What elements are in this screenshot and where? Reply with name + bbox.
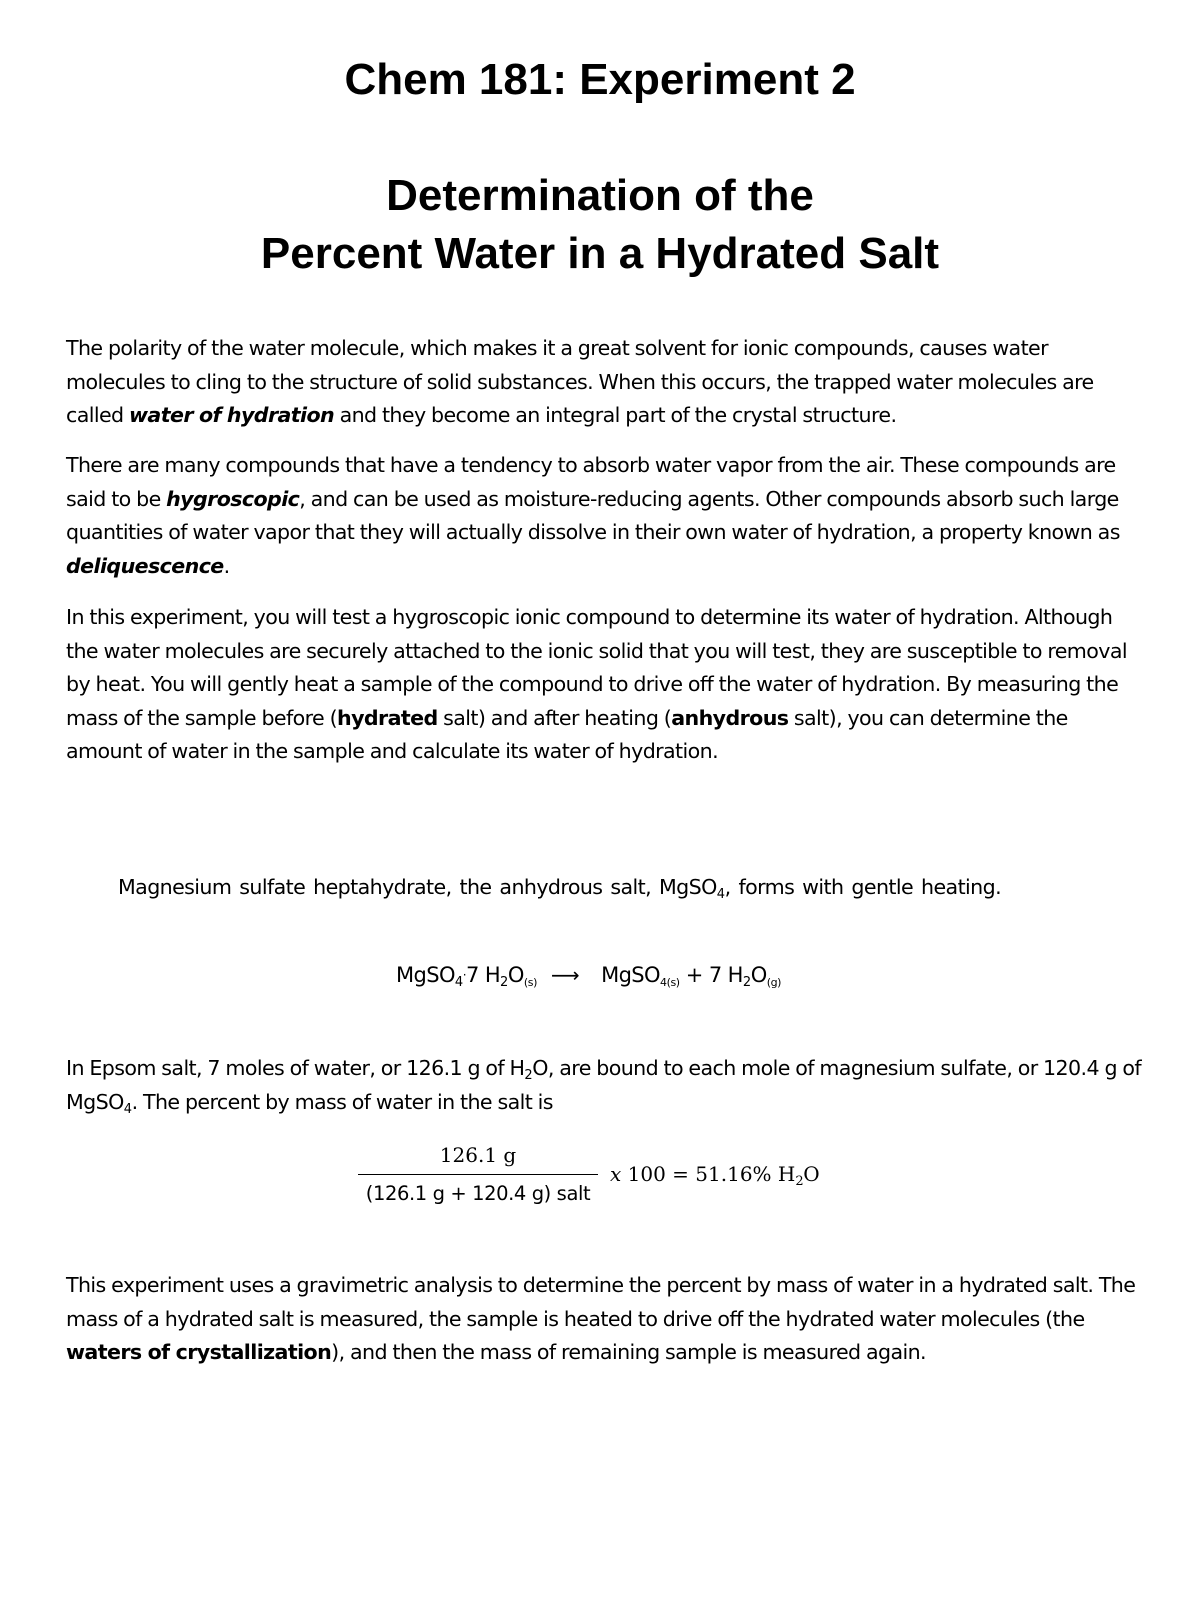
- product-formula: O: [750, 963, 767, 987]
- subscript: 2: [524, 1068, 533, 1083]
- state-subscript: (g): [766, 976, 782, 989]
- paragraph-text: This experiment uses a gravimetric analysis to determine the percent by mass of water in a hydrated salt. The mass of a hydrated salt is measured, the sample is heated to drive off the hydrated water molecules (the: [66, 1273, 1136, 1331]
- paragraph-text: The polarity of the water molecule, which makes it a great solvent for ionic compounds, causes water molecules to cling to the structure of solid substances. When this occurs, the trapped water molecules are called: [66, 336, 1094, 427]
- subtitle-line-1: Determination of the: [386, 171, 814, 220]
- intro-line: [118, 871, 1001, 904]
- subscript: 2: [795, 1174, 804, 1189]
- term-hydrated: hydrated: [337, 705, 438, 730]
- term-waters-of-crystallization: waters of crystallization: [66, 1340, 332, 1364]
- paragraph-hygroscopic: [66, 449, 1146, 583]
- term-anhydrous: anhydrous: [671, 705, 789, 730]
- subscript: 4: [716, 887, 725, 902]
- product-formula: + 7 H: [679, 963, 743, 987]
- paragraph-text: In this experiment, you will test a hygroscopic ionic compound to determine its water of hydration. Although the water molecules are securely attached to the ionic solid that you will test, they are susceptible to removal by heat. You will gently heat a sample of the compound to drive off the water of hydration. By measuring the mass of the sample before (: [66, 605, 1127, 730]
- term-hygroscopic: hygroscopic: [166, 486, 300, 511]
- paragraph-text: There are many compounds that have a tendency to absorb water vapor from the air. These compounds are said to be: [66, 453, 1116, 511]
- paragraph-text: In Epsom salt, 7 moles of water, or 126.1 g of H: [66, 1056, 525, 1080]
- product-formula: MgSO: [601, 963, 660, 987]
- percent-water-formula: [358, 1140, 858, 1220]
- fraction-numerator: 126.1 g: [439, 1143, 517, 1167]
- term-water-of-hydration: water of hydration: [128, 403, 335, 427]
- term-deliquescence: deliquescence: [66, 553, 224, 578]
- paragraph-text: . The percent by mass of water in the salt is: [131, 1089, 553, 1114]
- intro-text: , forms with gentle heating.: [724, 875, 1002, 899]
- multiply-sign: x: [610, 1162, 622, 1186]
- paragraph-polarity: [66, 332, 1146, 433]
- reactant-formula: MgSO: [396, 963, 455, 987]
- paragraph-text: .: [223, 553, 230, 578]
- paragraph-gravimetric: [66, 1269, 1146, 1370]
- paragraph-epsom: [66, 1052, 1146, 1119]
- water-formula: 7 H: [466, 963, 501, 987]
- paragraph-experiment: [66, 601, 1146, 769]
- reaction-arrow-icon: ⟶: [550, 963, 580, 987]
- subscript: 4: [454, 975, 463, 990]
- paragraph-text: ), and then the mass of remaining sample is measured again.: [331, 1340, 927, 1364]
- subscript: 2: [500, 975, 508, 990]
- subscript: 4: [123, 1101, 132, 1117]
- paragraph-text: and they become an integral part of the crystal structure.: [334, 403, 897, 427]
- formula-result: [610, 1157, 820, 1191]
- subscript: 2: [742, 975, 751, 990]
- paragraph-text: salt), you can determine the amount of water in the sample and calculate its water of hydration.: [66, 705, 1068, 763]
- paragraph-text: salt) and after heating (: [437, 705, 672, 730]
- fraction-bar: [358, 1174, 598, 1175]
- hydrate-dot: ·: [462, 968, 467, 982]
- formula-result-text: O: [803, 1162, 820, 1186]
- water-formula: O: [507, 963, 524, 987]
- fraction-denominator: (126.1 g + 120.4 g) salt: [365, 1182, 591, 1205]
- formula-result-text: 100 = 51.16% H: [621, 1162, 796, 1186]
- reaction-equation: [396, 958, 781, 992]
- state-subscript: 4(s): [659, 976, 680, 989]
- intro-text: Magnesium sulfate heptahydrate, the anhydrous salt, MgSO: [118, 875, 717, 899]
- paragraph-text: , and can be used as moisture-reducing agents. Other compounds absorb such large quantities of water vapor that they will actually dissolve in their own water of hydration, a property known as: [66, 486, 1120, 544]
- state-subscript: (s): [523, 976, 537, 989]
- fraction: [358, 1140, 598, 1209]
- page-title: Chem 181: Experiment 2: [344, 55, 856, 104]
- subtitle-line-2: Percent Water in a Hydrated Salt: [260, 229, 940, 278]
- paragraph-text: O, are bound to each mole of magnesium sulfate, or 120.4 g of MgSO: [66, 1056, 1142, 1114]
